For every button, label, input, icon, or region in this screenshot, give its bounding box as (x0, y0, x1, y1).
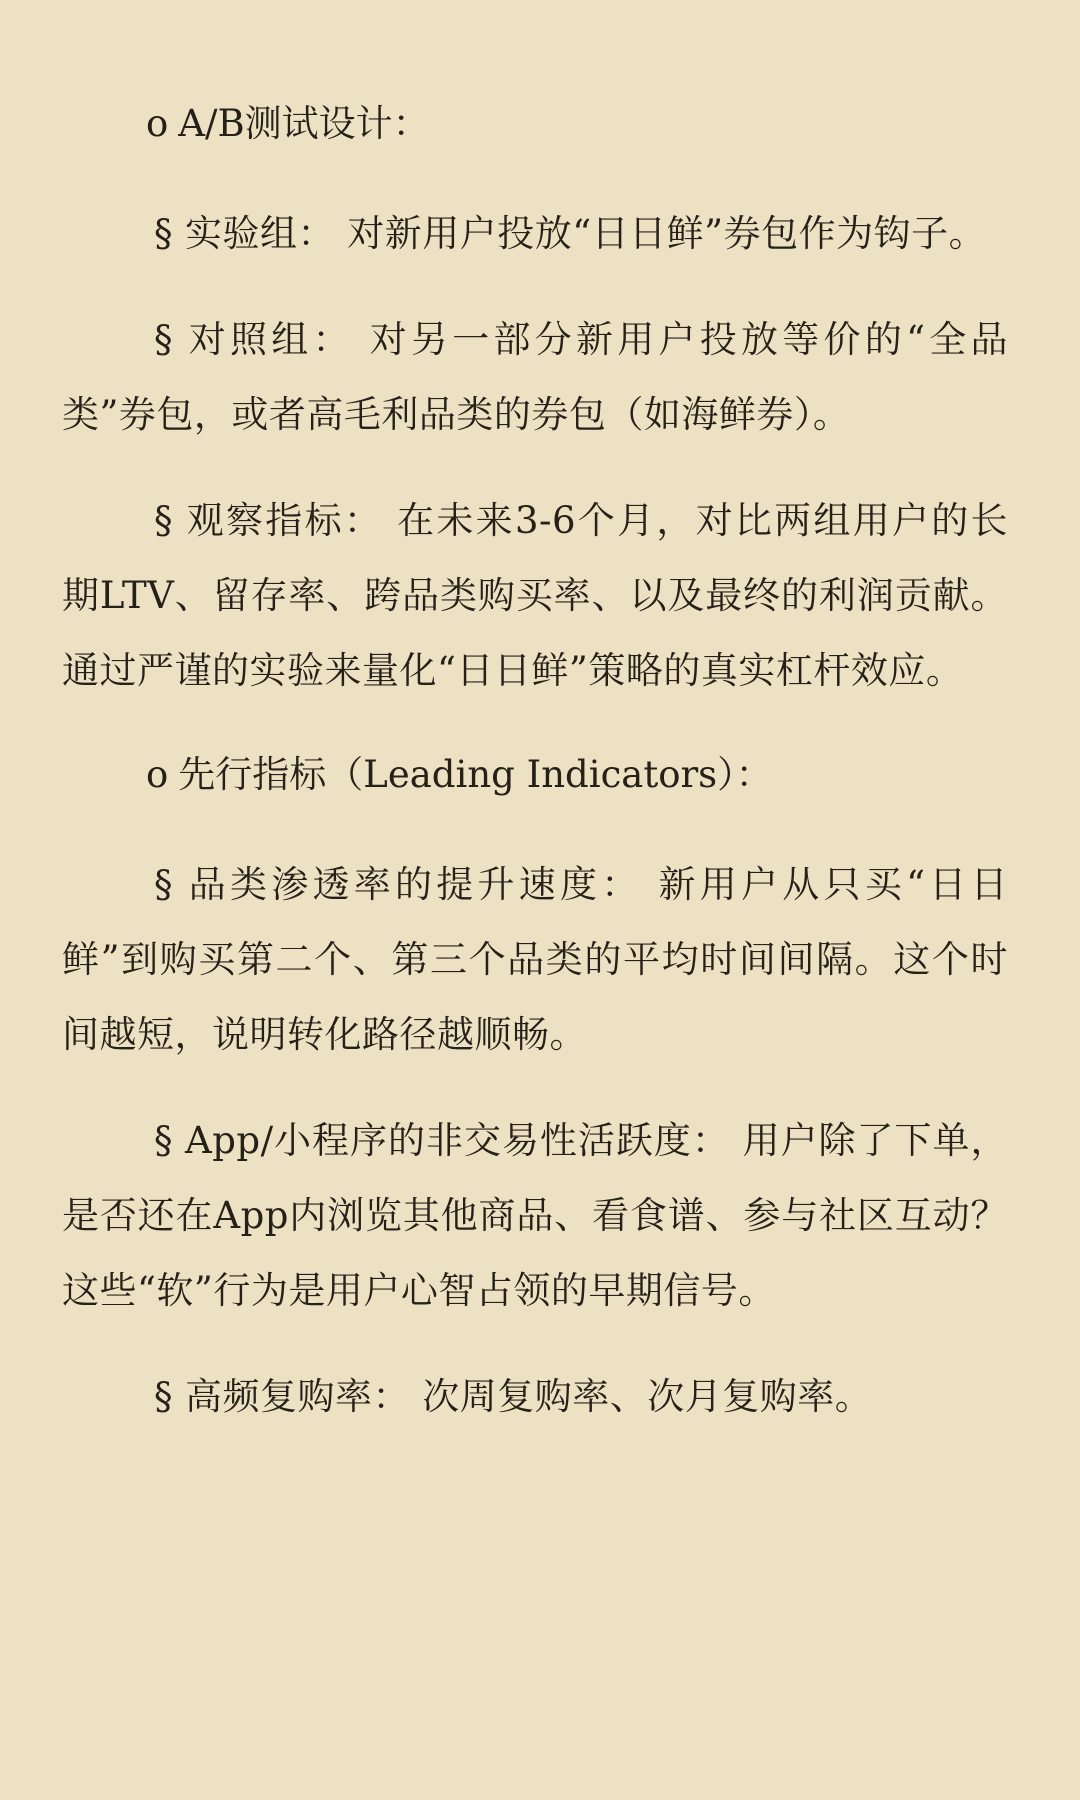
paragraph-text: App/小程序的非交易性活跃度： 用户除了下单，是否还在App内浏览其他商品、看食谱、参与社区互动？这些“软”行为是用户心智占领的早期信号。 (62, 1119, 1008, 1312)
paragraph-text: 实验组： 对新用户投放“日日鲜”券包作为钩子。 (185, 212, 987, 255)
bullet-marker: o (146, 753, 169, 796)
list-item-repurchase-rate (62, 1359, 1008, 1434)
list-item-control-group (62, 302, 1008, 452)
paragraph-text: 品类渗透率的提升速度： 新用户从只买“日日鲜”到购买第二个、第三个品类的平均时间间隔。这个时间越短，说明转化路径越顺畅。 (62, 863, 1008, 1056)
bullet-marker: o (146, 102, 169, 145)
section-sign-marker: § (154, 499, 173, 542)
section-heading-ab-test (62, 88, 1008, 160)
heading-text: 先行指标（Leading Indicators）： (178, 753, 773, 796)
section-sign-marker: § (154, 863, 173, 906)
section-sign-marker: § (154, 212, 173, 255)
section-sign-marker: § (154, 318, 173, 361)
list-item-experiment-group (62, 196, 1008, 271)
section-heading-leading-indicators (62, 739, 1008, 811)
list-item-category-penetration (62, 847, 1008, 1072)
paragraph-text: 观察指标： 在未来3-6个月，对比两组用户的长期LTV、留存率、跨品类购买率、以及最终的利润贡献。通过严谨的实验来量化“日日鲜”策略的真实杠杆效应。 (62, 499, 1008, 692)
list-item-app-activity (62, 1103, 1008, 1328)
paragraph-text: 对照组： 对另一部分新用户投放等价的“全品类”券包，或者高毛利品类的券包（如海鲜券）。 (62, 318, 1008, 436)
paragraph-text: 高频复购率： 次周复购率、次月复购率。 (185, 1375, 873, 1418)
section-sign-marker: § (154, 1375, 173, 1418)
section-sign-marker: § (154, 1119, 173, 1162)
heading-text: A/B测试设计： (178, 102, 430, 145)
list-item-observation-metrics (62, 483, 1008, 708)
